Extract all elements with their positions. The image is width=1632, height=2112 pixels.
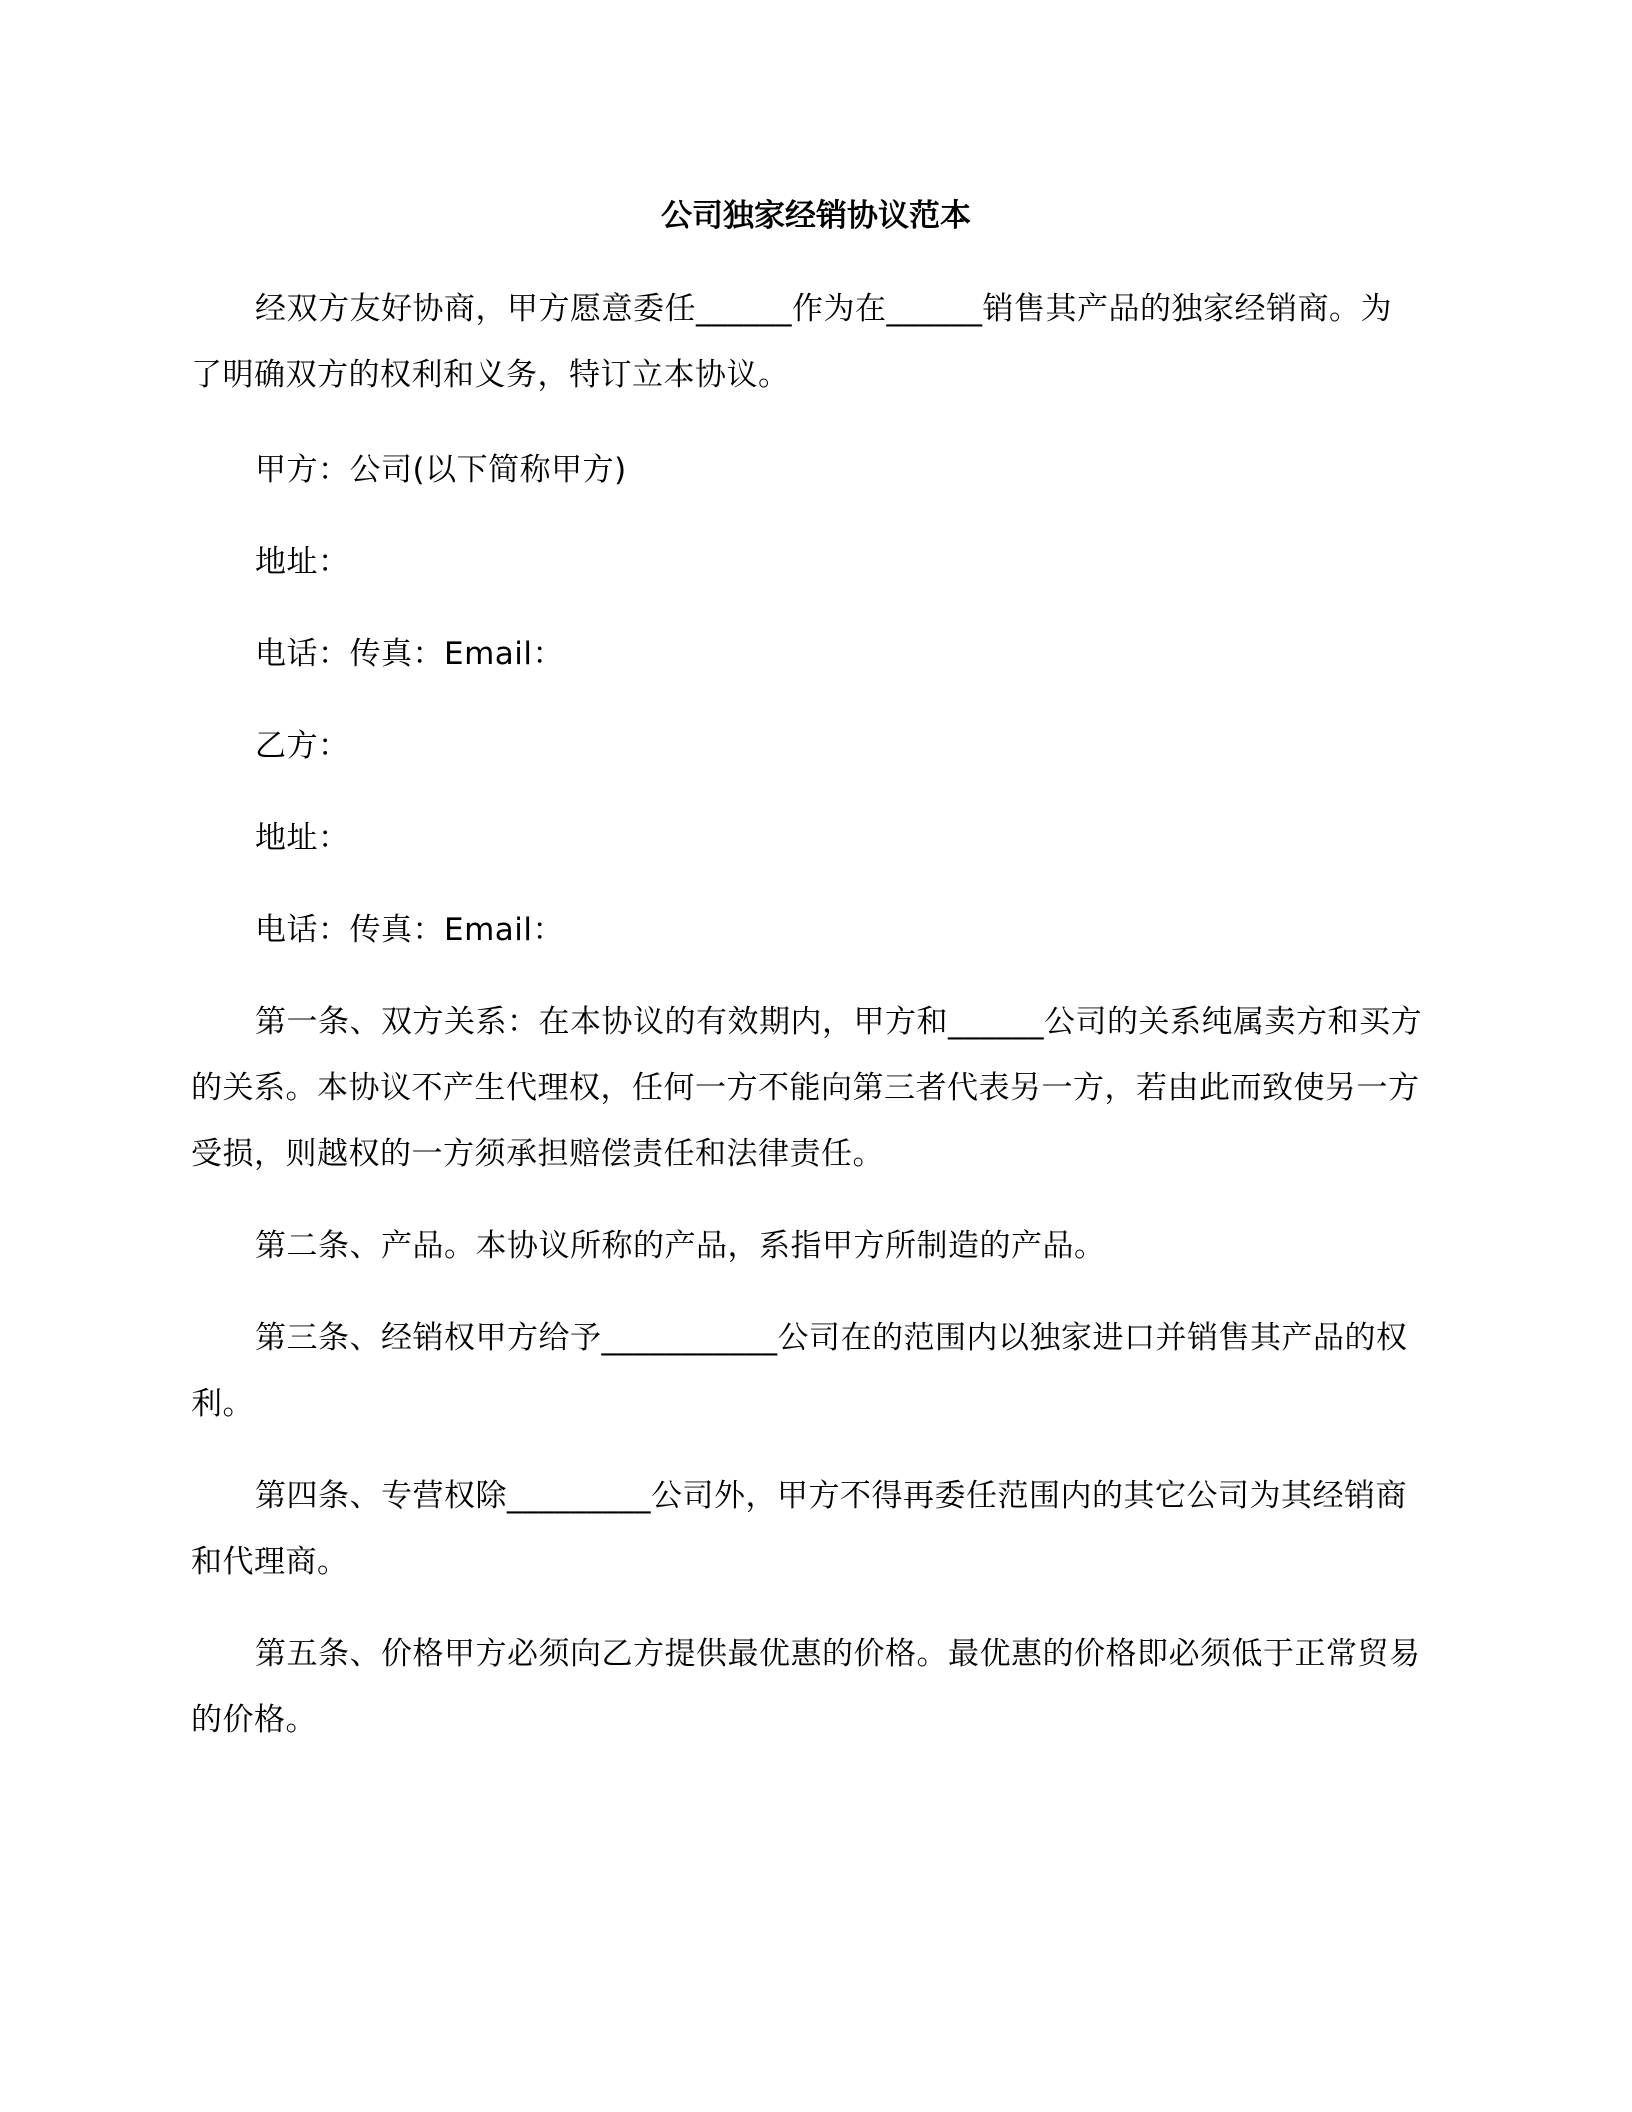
paragraph-party-a: 甲方：公司(以下简称甲方) [255,452,627,488]
paragraph-article-4: 第四条、专营权除_________公司外，甲方不得再委任范围内的其它公司为其经销商和代理商。 [191,1478,1407,1580]
paragraph-article-5: 第五条、价格甲方必须向乙方提供最优惠的价格。最优惠的价格即必须低于正常贸易的价格。 [191,1636,1421,1738]
paragraph-party-a-contact: 电话：传真：Email： [255,636,565,672]
paragraph-article-3: 第三条、经销权甲方给予___________公司在的范围内以独家进口并销售其产品的权利。 [191,1320,1408,1422]
paragraph-intro: 经双方友好协商，甲方愿意委任______作为在______销售其产品的独家经销商。为了明确双方的权利和义务，特订立本协议。 [191,291,1392,393]
paragraph-article-1: 第一条、双方关系：在本协议的有效期内，甲方和______公司的关系纯属卖方和买方的关系。本协议不产生代理权，任何一方不能向第三者代表另一方，若由此而致使另一方受损，则越权的一方须承担赔偿责任和法律责任。 [191,1004,1422,1172]
paragraph-party-a-address: 地址： [255,544,350,580]
document-title: 公司独家经销协议范本 [661,198,971,234]
paragraph-party-b-contact: 电话：传真：Email： [255,912,565,948]
paragraph-party-b-address: 地址： [255,820,350,856]
paragraph-article-2: 第二条、产品。本协议所称的产品，系指甲方所制造的产品。 [255,1228,1106,1264]
paragraph-party-b: 乙方： [255,728,350,764]
